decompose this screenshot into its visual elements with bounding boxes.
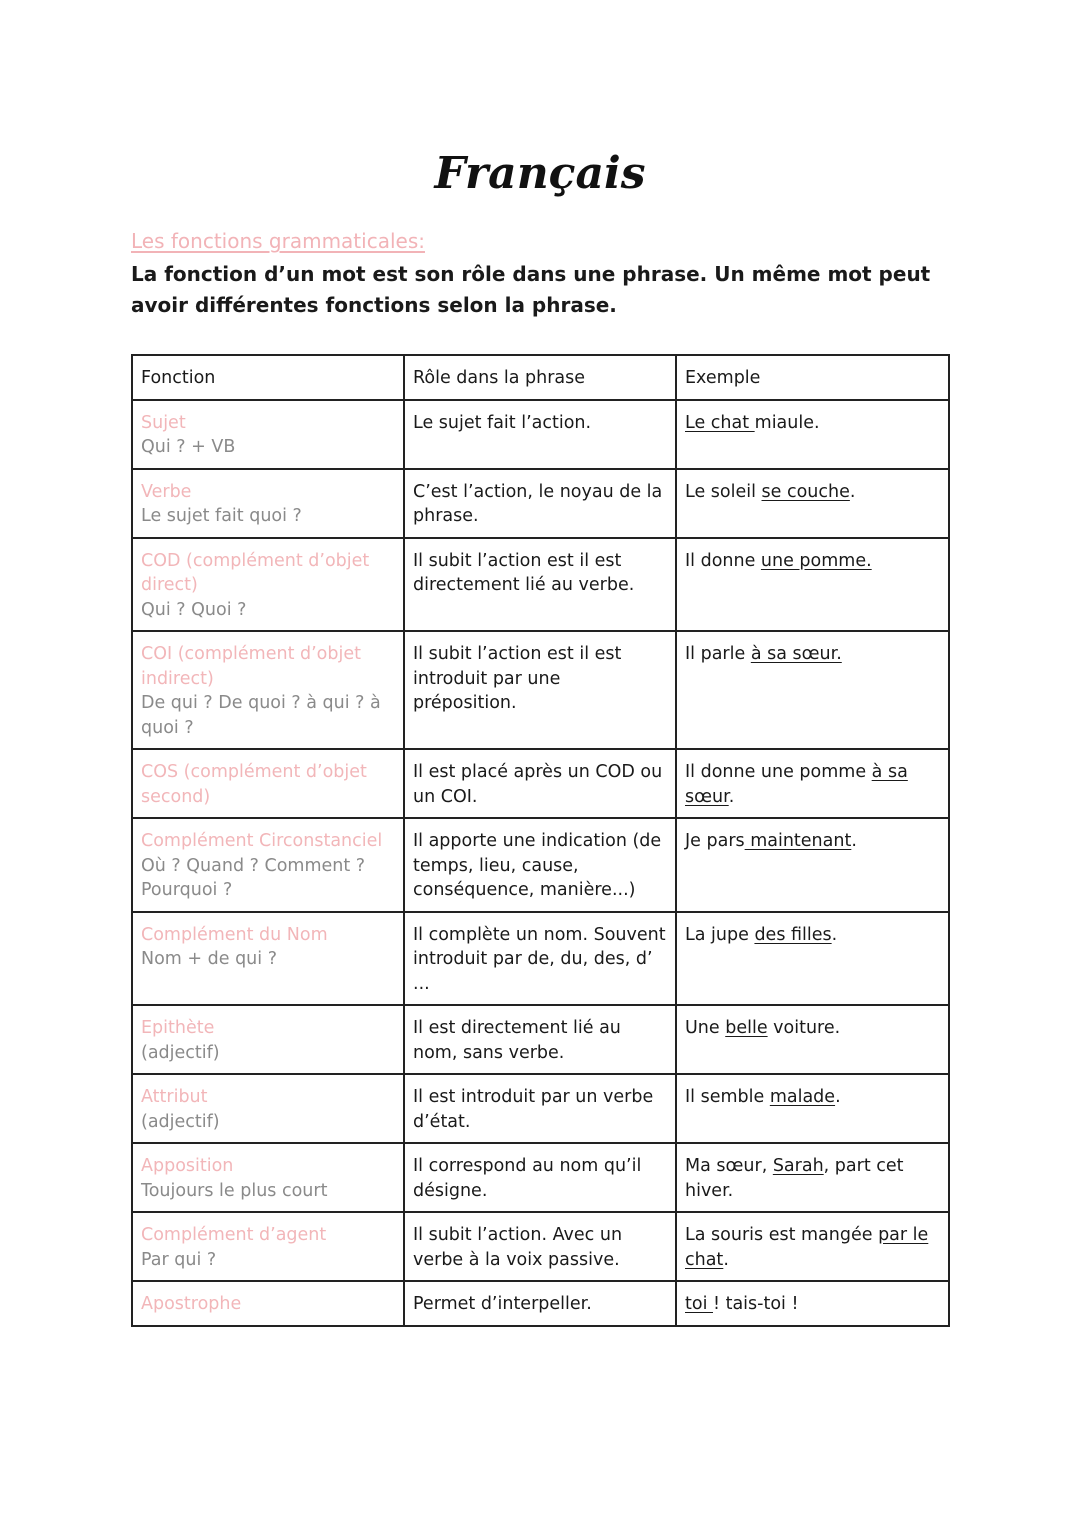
table-row [132,749,949,818]
cell-fonction [132,1212,404,1281]
table-header-row [132,355,949,400]
table-row [132,818,949,912]
table-row [132,1074,949,1143]
table-row [132,1281,949,1326]
table-row [132,1212,949,1281]
example-text: miaule. [754,412,820,433]
example-text: voiture. [767,1018,841,1038]
table-row [132,1005,949,1074]
function-name: Complément du Nom [141,924,328,945]
cell-exemple [676,749,949,818]
example-highlight: Sarah [772,1156,824,1176]
cell-exemple [676,818,949,912]
example-highlight: maintenant [744,831,852,851]
function-name: COS (complément d’objet second) [141,762,367,807]
cell-fonction [132,1281,404,1326]
example-highlight: Le chat [685,412,755,433]
header-fonction: Fonction [132,355,404,400]
cell-fonction [132,912,404,1006]
cell-fonction [132,818,404,912]
function-question: (adjectif) [141,1111,220,1132]
example-text: Il donne [685,550,761,571]
cell-exemple [676,1212,949,1281]
table-row [132,631,949,749]
table-row [132,469,949,538]
example-highlight: par le chat [685,1225,929,1270]
example-text: . [723,1249,729,1270]
cell-role: Permet d’interpeller. [404,1281,676,1326]
cell-exemple [676,538,949,632]
section-heading: Les fonctions grammaticales: [131,229,425,253]
example-text: Je pars [685,831,745,851]
example-highlight: des filles [754,924,832,945]
function-name: Epithète [141,1018,215,1038]
example-highlight: à sa sœur. [750,644,842,664]
example-highlight: une pomme. [760,550,872,571]
cell-role: Il subit l’action est il est directement lié au verbe. [404,538,676,632]
page-title: Français [434,148,646,199]
cell-role: Il correspond au nom qu’il désigne. [404,1143,676,1212]
function-question: Où ? Quand ? Comment ? Pourquoi ? [141,855,366,900]
function-question: Toujours le plus court [141,1180,328,1201]
example-highlight: se couche [761,481,850,502]
cell-role: Il est introduit par un verbe d’état. [404,1074,676,1143]
function-question: Le sujet fait quoi ? [141,506,302,526]
function-name: COD (complément d’objet direct) [141,550,370,595]
function-question: Par qui ? [141,1249,217,1270]
function-name: Apostrophe [141,1294,242,1314]
example-text: Il parle [685,644,751,664]
example-text: Il donne une pomme [685,762,872,782]
cell-fonction [132,1005,404,1074]
function-name: Apposition [141,1156,234,1176]
table-row [132,1143,949,1212]
cell-exemple [676,1074,949,1143]
cell-role: Il subit l’action est il est introduit par une préposition. [404,631,676,749]
example-text: . [831,924,838,945]
example-text: . [728,786,735,807]
cell-exemple [676,1143,949,1212]
example-highlight: toi [685,1294,713,1314]
grammar-functions-table [131,354,950,1327]
header-role: Rôle dans la phrase [404,355,676,400]
example-text: . [849,481,856,502]
header-exemple: Exemple [676,355,949,400]
example-text: Il semble [685,1087,770,1107]
cell-role: C’est l’action, le noyau de la phrase. [404,469,676,538]
cell-fonction [132,631,404,749]
cell-exemple [676,1005,949,1074]
cell-role: Il complète un nom. Souvent introduit par de, du, des, d’ ... [404,912,676,1006]
function-name: COI (complément d’objet indirect) [141,644,361,689]
cell-exemple [676,631,949,749]
function-name: Complément Circonstanciel [141,831,383,851]
function-question: De qui ? De quoi ? à qui ? à quoi ? [141,693,381,738]
example-highlight: belle [725,1018,768,1038]
cell-role: Il est directement lié au nom, sans verbe. [404,1005,676,1074]
cell-fonction [132,1074,404,1143]
example-text: Une [685,1018,726,1038]
cell-role: Il est placé après un COD ou un COI. [404,749,676,818]
cell-exemple [676,912,949,1006]
function-name: Verbe [141,481,192,502]
example-text: . [851,831,857,851]
table-row [132,538,949,632]
example-text: ! tais-toi ! [713,1294,799,1314]
cell-exemple [676,1281,949,1326]
cell-role: Il subit l’action. Avec un verbe à la voix passive. [404,1212,676,1281]
function-name: Sujet [141,412,186,433]
cell-fonction [132,469,404,538]
example-text: , part cet hiver. [685,1156,904,1201]
function-question: Qui ? + VB [141,437,236,457]
cell-role: Le sujet fait l’action. [404,400,676,469]
table-body [132,400,949,1326]
cell-fonction [132,749,404,818]
cell-fonction [132,538,404,632]
example-text: La souris est mangée [685,1225,879,1245]
table-row [132,912,949,1006]
intro-paragraph: La fonction d’un mot est son rôle dans une phrase. Un même mot peut avoir différentes fonctions selon la phrase. [131,262,931,317]
cell-exemple [676,469,949,538]
cell-fonction [132,400,404,469]
example-text: . [835,1087,841,1107]
cell-exemple [676,400,949,469]
function-name: Attribut [141,1087,208,1107]
cell-fonction [132,1143,404,1212]
example-highlight: à sa sœur [685,762,908,807]
function-name: Complément d’agent [141,1225,327,1245]
example-text: Ma sœur, [685,1156,773,1176]
example-text: Le soleil [685,481,762,502]
function-question: (adjectif) [141,1042,220,1063]
function-question: Nom + de qui ? [141,949,277,969]
function-question: Qui ? Quoi ? [141,599,247,620]
cell-role: Il apporte une indication (de temps, lieu, cause, conséquence, manière...) [404,818,676,912]
example-text: La jupe [685,924,755,945]
table-row [132,400,949,469]
example-highlight: malade [769,1087,836,1107]
